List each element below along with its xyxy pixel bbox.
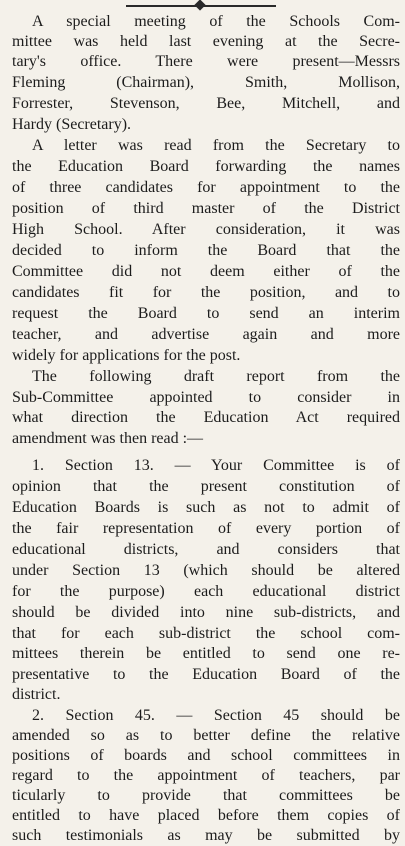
paragraph-5-line-4: regard to the appointment of teachers, par xyxy=(12,767,400,784)
paragraph-3-line-3: what direction the Education Act required xyxy=(12,409,400,426)
paragraph-4-line-5: educational districts, and considers that xyxy=(12,541,400,558)
paragraph-2-line-4: position of third master of the District xyxy=(12,200,400,217)
paragraph-2-line-1: A letter was read from the Secretary to xyxy=(32,137,400,154)
paragraph-4-line-4: the fair representation of every portion of xyxy=(12,520,400,537)
paragraph-2-line-11: widely for applications for the post. xyxy=(12,347,241,364)
paragraph-4-line-7: for the purpose) each educational district xyxy=(12,583,400,600)
paragraph-2-line-3: of three candidates for appointment to the xyxy=(12,179,400,196)
paragraph-3-line-2: Sub-Committee appointed to consider in xyxy=(12,389,400,406)
paragraph-2-line-10: teacher, and advertise again and more xyxy=(12,326,400,343)
paragraph-4-line-10: mittees therein be entitled to send one re- xyxy=(12,645,400,662)
paragraph-5-line-1: 2. Section 45. — Section 45 should be xyxy=(32,707,400,724)
paragraph-5-line-2: amended so as to better define the relative xyxy=(12,727,400,744)
paragraph-1-line-1: A special meeting of the Schools Com- xyxy=(32,13,400,30)
divider-diamond-icon xyxy=(194,0,205,11)
paragraph-3-line-1: The following draft report from the xyxy=(32,368,400,385)
paragraph-1-line-2: mittee was held last evening at the Secre- xyxy=(12,33,400,50)
paragraph-5-line-7: such testimonials as may be submitted by xyxy=(12,827,400,844)
paragraph-5-line-5: ticularly to provide that committees be xyxy=(12,787,400,804)
paragraph-4-line-6: under Section 13 (which should be altered xyxy=(12,562,400,579)
paragraph-4-line-1: 1. Section 13. — Your Committee is of xyxy=(32,457,400,474)
paragraph-2-line-6: decided to inform the Board that the xyxy=(12,242,400,259)
paragraph-4-line-3: Education Boards is such as not to admit of xyxy=(12,499,400,516)
paragraph-1-line-3: tary's office. There were present—Messrs xyxy=(12,53,400,70)
ornamental-divider xyxy=(126,3,276,9)
paragraph-4-line-12: district. xyxy=(12,686,61,703)
paragraph-1-line-4: Fleming (Chairman), Smith, Mollison, xyxy=(12,74,400,91)
paragraph-2-line-7: Committee did not deem either of the xyxy=(12,263,400,280)
paragraph-2-line-8: candidates fit for the position, and to xyxy=(12,284,400,301)
paragraph-2-line-9: request the Board to send an interim xyxy=(12,305,400,322)
paragraph-4-line-8: should be divided into nine sub-districts, and xyxy=(12,604,400,621)
paragraph-2-line-2: the Education Board forwarding the names xyxy=(12,158,400,175)
paragraph-5-line-3: positions of boards and school committees in xyxy=(12,747,400,764)
paragraph-1-line-6: Hardy (Secretary). xyxy=(12,116,132,133)
paragraph-1-line-5: Forrester, Stevenson, Bee, Mitchell, and xyxy=(12,95,400,112)
paragraph-2-line-5: High School. After consideration, it was xyxy=(12,221,400,238)
paragraph-3-line-4: amendment was then read :— xyxy=(12,430,204,447)
paragraph-4-line-9: that for each sub-district the school com- xyxy=(12,625,400,642)
paragraph-4-line-11: presentative to the Education Board of the xyxy=(12,666,400,683)
paragraph-4-line-2: opinion that the present constitution of xyxy=(12,478,400,495)
paragraph-5-line-6: entitled to have placed before them copies of xyxy=(12,807,400,824)
